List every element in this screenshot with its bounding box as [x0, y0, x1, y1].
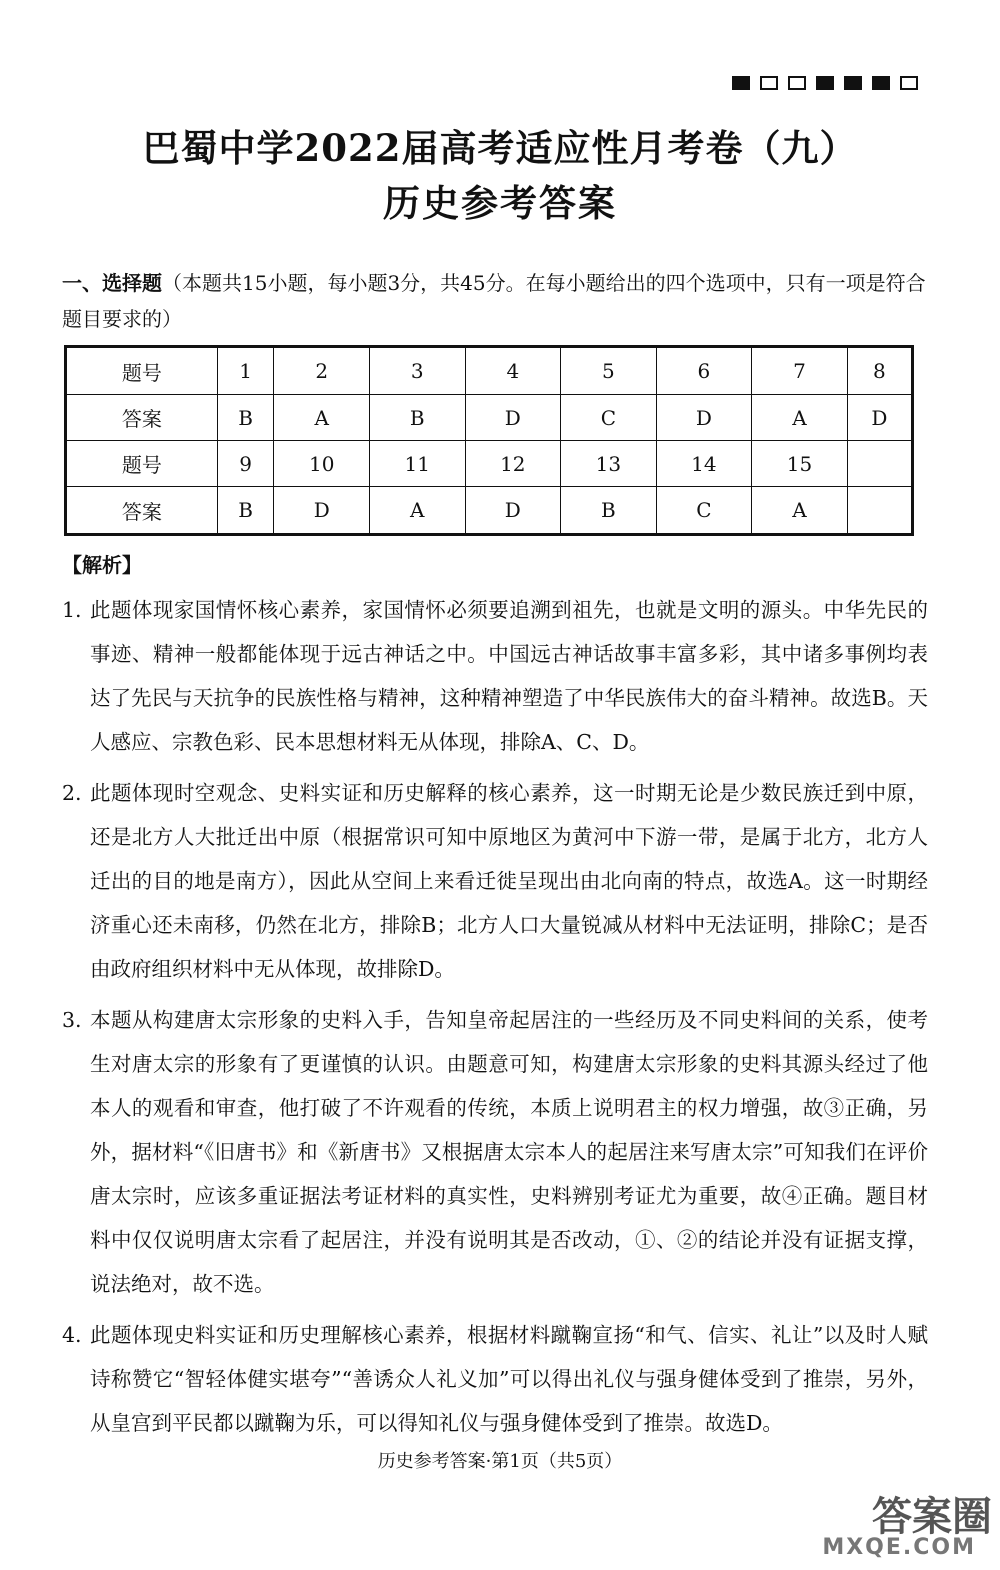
table-cell: 1: [217, 347, 274, 395]
answer-table: [64, 345, 914, 536]
table-cell: 3: [369, 347, 465, 395]
row-header-cell: 题号: [66, 347, 218, 395]
row-header-cell: 答案: [66, 395, 218, 441]
analysis-list: [62, 588, 928, 1452]
header-marks: [732, 76, 918, 90]
table-cell: B: [369, 395, 465, 441]
table-cell: 6: [656, 347, 752, 395]
table-row: [66, 487, 913, 535]
table-cell: C: [656, 487, 752, 535]
section-description: （本题共15小题，每小题3分，共45分。在每小题给出的四个选项中，只有一项是符合题目要求的）: [62, 271, 926, 331]
table-cell: 8: [847, 347, 912, 395]
table-cell: C: [561, 395, 657, 441]
item-number: 1.: [62, 598, 82, 622]
table-cell: 14: [656, 441, 752, 487]
table-cell: D: [465, 395, 561, 441]
table-cell: D: [465, 487, 561, 535]
watermark-logo: 答案圈: [872, 1494, 992, 1540]
header-mark-empty: [788, 76, 806, 90]
analysis-item: [62, 588, 928, 764]
page-footer: 历史参考答案·第1页（共5页）: [377, 1451, 623, 1472]
table-cell: 9: [217, 441, 274, 487]
row-header-cell: 题号: [66, 441, 218, 487]
table-cell: 12: [465, 441, 561, 487]
header-mark-filled: [732, 76, 750, 90]
analysis-item: [62, 1313, 928, 1445]
table-cell: 11: [369, 441, 465, 487]
item-text: 此题体现史料实证和历史理解核心素养，根据材料蹴鞠宣扬“和气、信实、礼让”以及时人赋诗称赞它“智轻体健实堪夸”“善诱众人礼义加”可以得出礼仪与强身健体受到了推崇，另外，从皇宫到平民都以蹴鞠为乐，可以得知礼仪与强身健体受到了推崇。故选D。: [90, 1323, 928, 1435]
item-text: 此题体现家国情怀核心素养，家国情怀必须要追溯到祖先，也就是文明的源头。中华先民的事迹、精神一般都能体现于远古神话之中。中国远古神话故事丰富多彩，其中诸多事例均表达了先民与天抗争的民族性格与精神，这种精神塑造了中华民族伟大的奋斗精神。故选B。天人感应、宗教色彩、民本思想材料无从体现，排除A、C、D。: [90, 598, 928, 754]
table-cell: [847, 487, 912, 535]
table-cell: A: [369, 487, 465, 535]
table-cell: B: [561, 487, 657, 535]
table-cell: D: [847, 395, 912, 441]
table-cell: A: [752, 487, 848, 535]
table-cell: 5: [561, 347, 657, 395]
header-mark-filled: [844, 76, 862, 90]
table-row: [66, 347, 913, 395]
table-cell: A: [752, 395, 848, 441]
table-cell: 10: [274, 441, 370, 487]
table-cell: 13: [561, 441, 657, 487]
header-mark-filled: [816, 76, 834, 90]
header-mark-filled: [872, 76, 890, 90]
watermark-url: MXQE.COM: [822, 1535, 976, 1560]
table-row: [66, 395, 913, 441]
item-number: 3.: [62, 1008, 82, 1032]
item-text: 此题体现时空观念、史料实证和历史解释的核心素养，这一时期无论是少数民族迁到中原，还是北方人大批迁出中原（根据常识可知中原地区为黄河中下游一带，是属于北方，北方人迁出的目的地是南方），因此从空间上来看迁徙呈现出由北向南的特点，故选A。这一时期经济重心还未南移，仍然在北方，排除B；北方人口大量锐减从材料中无法证明，排除C；是否由政府组织材料中无从体现，故排除D。: [90, 781, 928, 981]
item-number: 4.: [62, 1323, 82, 1347]
row-header-cell: 答案: [66, 487, 218, 535]
analysis-item: [62, 771, 928, 991]
analysis-item: [62, 998, 928, 1306]
table-cell: D: [274, 487, 370, 535]
table-cell: B: [217, 395, 274, 441]
item-text: 本题从构建唐太宗形象的史料入手，告知皇帝起居注的一些经历及不同史料间的关系，使考生对唐太宗的形象有了更谨慎的认识。由题意可知，构建唐太宗形象的史料其源头经过了他本人的观看和审查，他打破了不许观看的传统，本质上说明君主的权力增强，故③正确，另外，据材料“《旧唐书》和《新唐书》又根据唐太宗本人的起居注来写唐太宗”可知我们在评价唐太宗时，应该多重证据法考证材料的真实性，史料辨别考证尤为重要，故④正确。题目材料中仅仅说明唐太宗看了起居注，并没有说明其是否改动，①、②的结论并没有证据支撑，说法绝对，故不选。: [90, 1008, 928, 1296]
table-cell: 7: [752, 347, 848, 395]
table-cell: D: [656, 395, 752, 441]
header-mark-empty: [900, 76, 918, 90]
page-title: 巴蜀中学2022届高考适应性月考卷（九）: [142, 126, 858, 170]
table-cell: 15: [752, 441, 848, 487]
section-heading: [62, 265, 928, 337]
table-cell: [847, 441, 912, 487]
analysis-heading: 【解析】: [62, 553, 142, 577]
table-row: [66, 441, 913, 487]
item-number: 2.: [62, 781, 82, 805]
table-cell: 2: [274, 347, 370, 395]
header-mark-empty: [760, 76, 778, 90]
section-label: 一、选择题: [62, 271, 162, 295]
table-cell: A: [274, 395, 370, 441]
page-subtitle: 历史参考答案: [383, 181, 617, 225]
table-cell: B: [217, 487, 274, 535]
table-cell: 4: [465, 347, 561, 395]
